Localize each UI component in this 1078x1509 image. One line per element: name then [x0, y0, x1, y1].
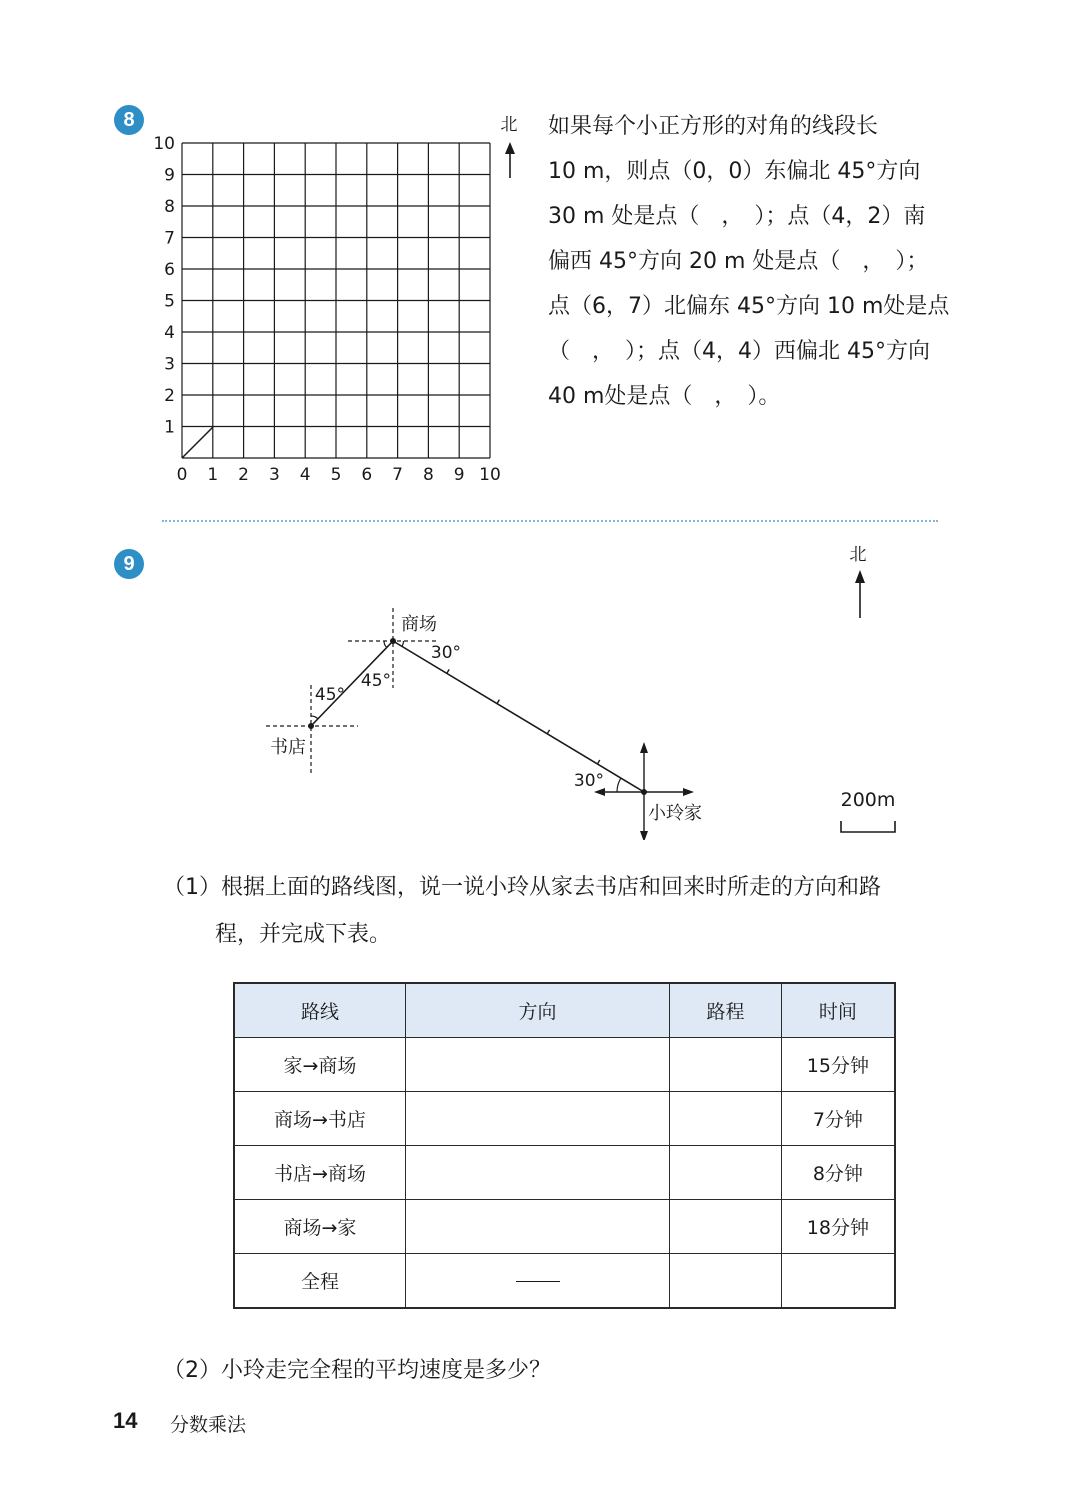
direction-cell[interactable]: [405, 1092, 669, 1146]
problem-8-text: [548, 104, 958, 419]
problem-8-line: 30 m 处是点（ ， ）；点（4，2）南: [548, 204, 926, 229]
angle-label: 45°: [360, 671, 392, 691]
route-cell: 商场→家: [234, 1200, 405, 1254]
grid-lines: [182, 143, 490, 458]
y-tick-label: 3: [164, 354, 175, 375]
route-table: [233, 982, 896, 1309]
table-row: [234, 1146, 895, 1200]
problem-8-line: 10 m，则点（0，0）东偏北 45°方向: [548, 159, 921, 184]
angle-arcs: [311, 641, 621, 792]
route-cell: 全程: [234, 1254, 405, 1309]
direction-cell[interactable]: [405, 1146, 669, 1200]
time-cell: 18分钟: [781, 1200, 895, 1254]
route-cell: 家→商场: [234, 1038, 405, 1092]
x-tick-label: 0: [176, 465, 188, 485]
distance-cell[interactable]: [670, 1200, 782, 1254]
x-tick-label: 2: [238, 465, 250, 485]
north-arrow-icon: [505, 142, 515, 178]
problem-8-badge: 8: [114, 105, 144, 135]
x-tick-label: 1: [207, 465, 219, 485]
y-tick-label: 9: [164, 165, 175, 186]
distance-cell[interactable]: [670, 1038, 782, 1092]
route-map: [0, 540, 1078, 840]
table-row: [234, 1038, 895, 1092]
not-applicable-dash: [516, 1281, 560, 1282]
header-time: 时间: [781, 983, 895, 1038]
y-tick-label: 1: [164, 417, 175, 438]
time-cell: 15分钟: [781, 1038, 895, 1092]
y-tick-label: 6: [164, 260, 175, 280]
problem-8-line: （ ， ）；点（4，4）西偏北 45°方向: [548, 339, 930, 364]
route-cell: 商场→书店: [234, 1092, 405, 1146]
x-tick-label: 9: [453, 465, 465, 485]
y-tick-label: 7: [164, 228, 175, 249]
diagonal-segment: [182, 427, 213, 458]
home-label: 小玲家: [648, 803, 702, 824]
header-distance: 路程: [670, 983, 782, 1038]
table-row: [234, 1254, 895, 1309]
direction-cell-na: [405, 1254, 669, 1309]
y-tick-label: 4: [164, 323, 175, 343]
question-part-1-line: 程，并完成下表。: [215, 922, 392, 947]
y-axis-labels: [153, 134, 175, 438]
angle-label: 30°: [430, 643, 462, 663]
distance-cell[interactable]: [670, 1146, 782, 1200]
y-tick-label: 10: [153, 134, 175, 154]
time-cell: 8分钟: [781, 1146, 895, 1200]
x-tick-label: 6: [361, 465, 373, 485]
x-tick-label: 5: [330, 465, 342, 485]
direction-cell[interactable]: [405, 1200, 669, 1254]
problem-8-line: 40 m处是点（ ， ）。: [548, 384, 781, 409]
question-part-2: [163, 1347, 551, 1394]
y-tick-label: 8: [164, 197, 175, 217]
x-tick-label: 7: [392, 465, 404, 485]
page-number: 14: [113, 1408, 138, 1433]
time-cell: 7分钟: [781, 1092, 895, 1146]
y-tick-label: 2: [164, 386, 175, 406]
angle-label: 45°: [314, 685, 346, 705]
distance-cell[interactable]: [670, 1092, 782, 1146]
route-path: [311, 641, 644, 792]
table-row: [234, 1092, 895, 1146]
time-cell[interactable]: [781, 1254, 895, 1309]
distance-cell[interactable]: [670, 1254, 782, 1309]
direction-cell[interactable]: [405, 1038, 669, 1092]
x-tick-label: 3: [268, 465, 280, 485]
north-arrow-icon: [855, 570, 865, 618]
mall-label: 商场: [401, 614, 437, 635]
chapter-title: 分数乘法: [170, 1414, 247, 1436]
north-label-8: 北: [500, 115, 518, 135]
section-divider: [162, 520, 938, 522]
scale-bar: [841, 821, 895, 832]
bookstore-label: 书店: [270, 737, 306, 758]
scale-label: 200m: [840, 789, 896, 811]
header-direction: 方向: [405, 983, 669, 1038]
north-label-9: 北: [849, 545, 867, 565]
problem-8-line: 点（6，7）北偏东 45°方向 10 m处是点: [548, 294, 950, 319]
angle-label: 30°: [573, 771, 605, 791]
route-cell: 书店→商场: [234, 1146, 405, 1200]
problem-8-line: 如果每个小正方形的对角的线段长: [548, 114, 879, 139]
x-tick-label: 8: [422, 465, 434, 485]
question-part-1: [163, 864, 881, 958]
x-axis-labels: [177, 465, 501, 485]
question-part-1-line: （1）根据上面的路线图，说一说小玲从家去书店和回来时所走的方向和路: [163, 875, 881, 900]
x-tick-label: 10: [479, 465, 501, 485]
question-part-2-text: （2）小玲走完全程的平均速度是多少？: [163, 1358, 551, 1383]
y-tick-label: 5: [164, 291, 175, 312]
problem-8-line: 偏西 45°方向 20 m 处是点（ ， ）；: [548, 249, 929, 274]
problem-9-badge: 9: [114, 549, 144, 579]
mall-point: [390, 638, 396, 644]
header-route: 路线: [234, 983, 405, 1038]
home-point: [641, 789, 647, 795]
scale-ticks: [447, 669, 600, 764]
bookstore-point: [308, 723, 314, 729]
x-tick-label: 4: [299, 465, 311, 485]
table-row: [234, 1200, 895, 1254]
